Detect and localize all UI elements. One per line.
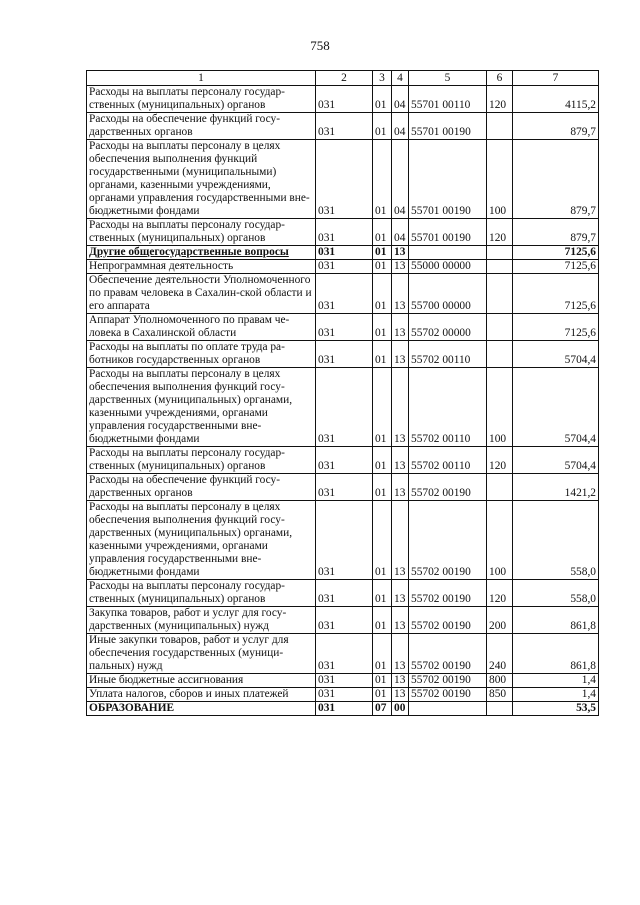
cell-section: 01 — [373, 634, 392, 674]
cell-admin-code: 031 — [316, 474, 373, 501]
cell-target-article: 55701 00190 — [409, 140, 487, 219]
cell-name: Уплата налогов, сборов и иных платежей — [87, 688, 316, 702]
cell-subsection: 13 — [392, 501, 409, 580]
cell-amount: 1421,2 — [513, 474, 599, 501]
cell-admin-code: 031 — [316, 219, 373, 246]
cell-name: Расходы на выплаты персоналу в целях обеспечения выполнения функций госу-дарственных (муниципальных) органами, казенными учреждениями, органами управления государственными вне-бюджетными фондами — [87, 501, 316, 580]
cell-subsection: 04 — [392, 113, 409, 140]
cell-target-article: 55702 00190 — [409, 674, 487, 688]
cell-name: Иные закупки товаров, работ и услуг для обеспечения государственных (муници-пальных) нужд — [87, 634, 316, 674]
table-row — [87, 246, 599, 260]
cell-amount: 5704,4 — [513, 341, 599, 368]
header-col-3: 3 — [373, 71, 392, 86]
cell-target-article: 55702 00190 — [409, 634, 487, 674]
cell-section: 01 — [373, 447, 392, 474]
table-row — [87, 688, 599, 702]
cell-expense-type — [487, 314, 513, 341]
cell-admin-code: 031 — [316, 314, 373, 341]
cell-admin-code: 031 — [316, 260, 373, 274]
cell-target-article: 55702 00190 — [409, 688, 487, 702]
cell-amount: 5704,4 — [513, 368, 599, 447]
table-row — [87, 634, 599, 674]
cell-expense-type: 850 — [487, 688, 513, 702]
cell-name: Аппарат Уполномоченного по правам че-ловека в Сахалинской области — [87, 314, 316, 341]
cell-amount: 53,5 — [513, 702, 599, 716]
header-col-1: 1 — [87, 71, 316, 86]
cell-section: 01 — [373, 501, 392, 580]
cell-subsection: 13 — [392, 246, 409, 260]
header-col-4: 4 — [392, 71, 409, 86]
cell-expense-type: 120 — [487, 219, 513, 246]
cell-name: Расходы на выплаты по оплате труда ра-ботников государственных органов — [87, 341, 316, 368]
cell-admin-code: 031 — [316, 246, 373, 260]
cell-section: 01 — [373, 474, 392, 501]
cell-section: 01 — [373, 607, 392, 634]
cell-target-article: 55702 00110 — [409, 341, 487, 368]
cell-target-article: 55702 00110 — [409, 368, 487, 447]
table-row — [87, 501, 599, 580]
cell-admin-code: 031 — [316, 674, 373, 688]
cell-subsection: 13 — [392, 607, 409, 634]
cell-target-article: 55000 00000 — [409, 260, 487, 274]
cell-amount: 4115,2 — [513, 86, 599, 113]
cell-expense-type: 120 — [487, 86, 513, 113]
cell-admin-code: 031 — [316, 447, 373, 474]
table-row — [87, 260, 599, 274]
cell-subsection: 13 — [392, 634, 409, 674]
table-row — [87, 447, 599, 474]
cell-section: 01 — [373, 314, 392, 341]
cell-subsection: 04 — [392, 140, 409, 219]
cell-amount: 879,7 — [513, 219, 599, 246]
header-col-7: 7 — [513, 71, 599, 86]
cell-section: 01 — [373, 140, 392, 219]
cell-admin-code: 031 — [316, 501, 373, 580]
cell-amount: 1,4 — [513, 674, 599, 688]
table-row — [87, 140, 599, 219]
cell-expense-type: 200 — [487, 607, 513, 634]
cell-expense-type — [487, 260, 513, 274]
cell-expense-type — [487, 246, 513, 260]
cell-section: 01 — [373, 113, 392, 140]
cell-amount: 879,7 — [513, 140, 599, 219]
cell-expense-type: 100 — [487, 501, 513, 580]
table-row — [87, 580, 599, 607]
cell-name: Расходы на выплаты персоналу государ-ственных (муниципальных) органов — [87, 580, 316, 607]
cell-subsection: 04 — [392, 86, 409, 113]
cell-name: Расходы на выплаты персоналу государ-ственных (муниципальных) органов — [87, 219, 316, 246]
cell-target-article: 55702 00190 — [409, 474, 487, 501]
cell-target-article: 55702 00190 — [409, 607, 487, 634]
cell-amount: 7125,6 — [513, 314, 599, 341]
cell-admin-code: 031 — [316, 607, 373, 634]
cell-expense-type: 240 — [487, 634, 513, 674]
table-row — [87, 341, 599, 368]
table-row — [87, 86, 599, 113]
cell-section: 01 — [373, 341, 392, 368]
cell-section: 07 — [373, 702, 392, 716]
cell-subsection: 00 — [392, 702, 409, 716]
cell-expense-type: 800 — [487, 674, 513, 688]
cell-target-article: 55701 00110 — [409, 86, 487, 113]
cell-amount: 5704,4 — [513, 447, 599, 474]
cell-amount: 861,8 — [513, 634, 599, 674]
cell-target-article: 55702 00190 — [409, 501, 487, 580]
cell-section: 01 — [373, 368, 392, 447]
cell-name: Расходы на выплаты персоналу государ-ственных (муниципальных) органов — [87, 447, 316, 474]
cell-name: Расходы на обеспечение функций госу-дарственных органов — [87, 113, 316, 140]
table-row — [87, 474, 599, 501]
cell-expense-type — [487, 274, 513, 314]
cell-target-article: 55700 00000 — [409, 274, 487, 314]
cell-subsection: 13 — [392, 688, 409, 702]
cell-name: ОБРАЗОВАНИЕ — [87, 702, 316, 716]
cell-section: 01 — [373, 86, 392, 113]
cell-amount: 1,4 — [513, 688, 599, 702]
cell-subsection: 13 — [392, 474, 409, 501]
cell-name: Иные бюджетные ассигнования — [87, 674, 316, 688]
cell-expense-type: 100 — [487, 368, 513, 447]
cell-section: 01 — [373, 580, 392, 607]
page-number: 758 — [310, 38, 330, 53]
cell-expense-type — [487, 113, 513, 140]
header-col-2: 2 — [316, 71, 373, 86]
header-row — [87, 71, 599, 86]
cell-admin-code: 031 — [316, 702, 373, 716]
cell-amount: 879,7 — [513, 113, 599, 140]
cell-subsection: 13 — [392, 447, 409, 474]
cell-admin-code: 031 — [316, 341, 373, 368]
cell-subsection: 13 — [392, 368, 409, 447]
cell-admin-code: 031 — [316, 580, 373, 607]
cell-section: 01 — [373, 246, 392, 260]
cell-amount: 7125,6 — [513, 246, 599, 260]
cell-admin-code: 031 — [316, 688, 373, 702]
cell-subsection: 04 — [392, 219, 409, 246]
cell-target-article: 55701 00190 — [409, 219, 487, 246]
cell-name: Закупка товаров, работ и услуг для госу-дарственных (муниципальных) нужд — [87, 607, 316, 634]
table-row — [87, 314, 599, 341]
table-row — [87, 274, 599, 314]
cell-expense-type — [487, 474, 513, 501]
cell-name: Расходы на выплаты персоналу в целях обеспечения выполнения функций государственными (муниципальными) органами, казенными учреждениями, органами управления государственными вне-бюджетными фондами — [87, 140, 316, 219]
cell-expense-type: 120 — [487, 580, 513, 607]
cell-subsection: 13 — [392, 314, 409, 341]
cell-name: Непрограммная деятельность — [87, 260, 316, 274]
cell-expense-type: 100 — [487, 140, 513, 219]
cell-name: Обеспечение деятельности Уполномоченного по правам человека в Сахалин-ской области и его аппарата — [87, 274, 316, 314]
cell-target-article: 55701 00190 — [409, 113, 487, 140]
cell-target-article: 55702 00190 — [409, 580, 487, 607]
cell-section: 01 — [373, 688, 392, 702]
cell-amount: 7125,6 — [513, 274, 599, 314]
table-row — [87, 113, 599, 140]
budget-table — [86, 70, 599, 716]
cell-amount: 861,8 — [513, 607, 599, 634]
cell-name: Расходы на выплаты персоналу государ-ственных (муниципальных) органов — [87, 86, 316, 113]
cell-target-article — [409, 702, 487, 716]
table-row — [87, 674, 599, 688]
cell-expense-type — [487, 702, 513, 716]
cell-admin-code: 031 — [316, 86, 373, 113]
cell-subsection: 13 — [392, 674, 409, 688]
cell-target-article — [409, 246, 487, 260]
cell-amount: 558,0 — [513, 580, 599, 607]
cell-subsection: 13 — [392, 580, 409, 607]
table-row — [87, 702, 599, 716]
cell-expense-type — [487, 341, 513, 368]
cell-amount: 7125,6 — [513, 260, 599, 274]
cell-target-article: 55702 00000 — [409, 314, 487, 341]
cell-expense-type: 120 — [487, 447, 513, 474]
cell-subsection: 13 — [392, 260, 409, 274]
cell-admin-code: 031 — [316, 634, 373, 674]
cell-admin-code: 031 — [316, 274, 373, 314]
cell-admin-code: 031 — [316, 140, 373, 219]
cell-target-article: 55702 00110 — [409, 447, 487, 474]
cell-subsection: 13 — [392, 274, 409, 314]
cell-subsection: 13 — [392, 341, 409, 368]
cell-name: Расходы на обеспечение функций госу-дарственных органов — [87, 474, 316, 501]
cell-section: 01 — [373, 674, 392, 688]
header-col-6: 6 — [487, 71, 513, 86]
cell-admin-code: 031 — [316, 368, 373, 447]
cell-admin-code: 031 — [316, 113, 373, 140]
cell-amount: 558,0 — [513, 501, 599, 580]
table-row — [87, 607, 599, 634]
cell-name: Расходы на выплаты персоналу в целях обеспечения выполнения функций госу-дарственных (муниципальных) органами, казенными учреждениями, органами управления государственными вне-бюджетными фондами — [87, 368, 316, 447]
cell-section: 01 — [373, 260, 392, 274]
cell-name: Другие общегосударственные вопросы — [87, 246, 316, 260]
cell-section: 01 — [373, 274, 392, 314]
cell-section: 01 — [373, 219, 392, 246]
table-row — [87, 219, 599, 246]
table-row — [87, 368, 599, 447]
header-col-5: 5 — [409, 71, 487, 86]
